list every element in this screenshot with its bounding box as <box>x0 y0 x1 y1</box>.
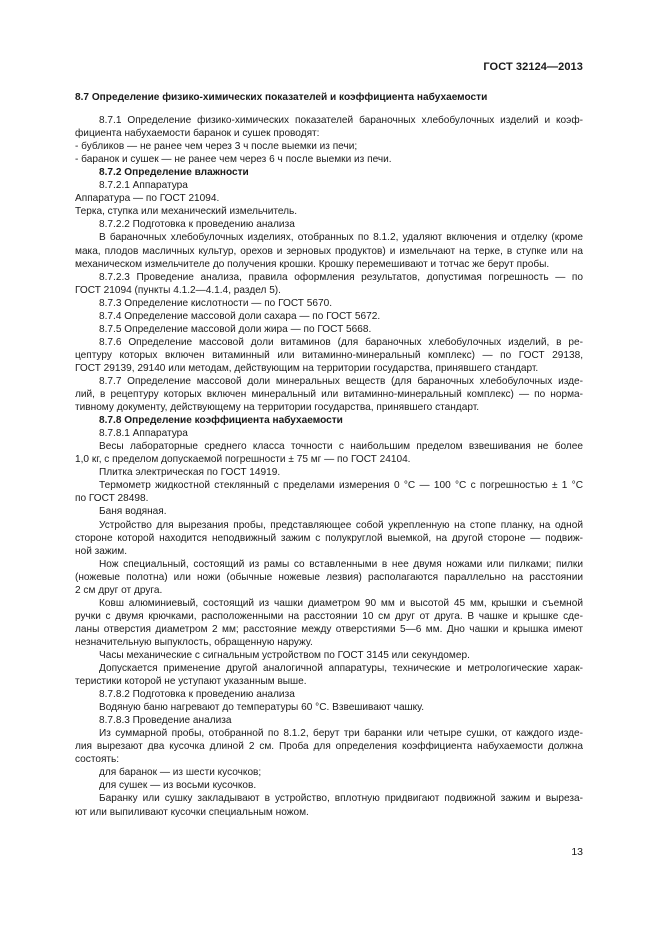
text-line: 8.7.7 Определение массовой доли минеральных веществ (для бараночных хлебобулочных изде- <box>99 375 583 387</box>
text-line: ют или выпиливают кусочки специальным ножом. <box>75 806 309 818</box>
text-line: лий, в рецептуру которых включен минеральный или витаминно-минеральный комплекс) — по норма- <box>75 389 583 401</box>
text-line: незначительную выпуклость, обращенную наружу. <box>75 636 313 648</box>
text-line: Нож специальный, состоящий из рамы со вставленными в нее двумя ножами или пилками; пилки <box>99 558 583 570</box>
text-line: Часы механические с сигнальным устройством по ГОСТ 3145 или секундомер. <box>99 649 470 661</box>
text-line: для сушек — из восьми кусочков. <box>99 780 257 792</box>
text-line: состоять: <box>75 754 120 766</box>
text-line: - бубликов — не ранее чем через 3 ч после выемки из печи; <box>75 141 358 153</box>
text-line: стороне которой находится неподвижный зажим с полукруглой выемкой, на другой стороне — подвиж- <box>75 532 583 544</box>
text-line: Из суммарной пробы, отобранной по 8.1.2, берут три баранки или четыре сушки, от каждого изде- <box>99 728 583 740</box>
text-line: 8.7.8.2 Подготовка к проведению анализа <box>99 689 295 701</box>
text-line: - баранок и сушек — не ранее чем через 6 ч после выемки из печи. <box>75 154 392 166</box>
text-line: Водяную баню нагревают до температуры 60 °С. Взвешивают чашку. <box>99 702 425 714</box>
text-line: Аппаратура — по ГОСТ 21094. <box>75 193 220 205</box>
text-line: мака, плодов масличных культур, орехов и зерновых продуктов) и измельчают на терке, в ступке или на <box>75 245 583 257</box>
text-line: ГОСТ 21094 (пункты 4.1.2—4.1.4, раздел 5). <box>75 284 281 296</box>
text-line: 1,0 кг, с пределом допускаемой погрешности ± 75 мг — по ГОСТ 24104. <box>75 454 411 466</box>
text-line: ной зажим. <box>75 545 128 557</box>
text-line: ГОСТ 29139, 29140 или методам, действующим на территории государства, принявшего стандарт. <box>75 362 539 374</box>
text-line: Устройство для вырезания пробы, представляющее собой укрепленную на стопе планку, на одной <box>99 519 583 531</box>
text-line: механическом измельчителе до получения крошки. Крошку перемешивают и тотчас же берут пробы. <box>75 258 550 270</box>
text-line: по ГОСТ 28498. <box>75 493 149 505</box>
text-line: (ножевые полотна) или ножи (обычные ножевые лезвия) располагаются параллельно на расстоянии <box>75 571 583 583</box>
text-line: 8.7.2.3 Проведение анализа, правила оформления результатов, допустимая погрешность — по <box>99 271 583 283</box>
text-line: фициента набухаемости баранок и сушек проводят: <box>75 128 320 140</box>
text-line: В бараночных хлебобулочных изделиях, отобранных по 8.1.2, удаляют включения и отделку (кроме <box>99 232 583 244</box>
document-body <box>75 91 583 819</box>
text-line: Баранку или сушку закладывают в устройство, вплотную придвигают подвижной зажим и выреза- <box>99 793 583 805</box>
text-line: 8.7.2.2 Подготовка к проведению анализа <box>99 219 295 231</box>
text-line: Плитка электрическая по ГОСТ 14919. <box>99 467 281 479</box>
text-line: 8.7.5 Определение массовой доли жира — по ГОСТ 5668. <box>99 323 372 335</box>
text-line: 8.7.8.3 Проведение анализа <box>99 715 232 727</box>
text-line: Баня водяная. <box>99 506 167 518</box>
text-line: 8.7.6 Определение массовой доли витаминов (для бараночных хлебобулочных изделий, в ре- <box>99 336 583 348</box>
page-number: 13 <box>571 846 583 858</box>
text-line: Ковш алюминиевый, состоящий из чашки диаметром 90 мм и высотой 45 мм, крышки и съемной <box>99 597 583 609</box>
section-heading: 8.7.8 Определение коэффициента набухаемости <box>99 415 343 427</box>
text-line: 8.7.3 Определение кислотности — по ГОСТ 5670. <box>99 297 333 309</box>
text-line: 8.7.4 Определение массовой доли сахара — по ГОСТ 5672. <box>99 310 381 322</box>
text-line: для баранок — из шести кусочков; <box>99 767 262 779</box>
section-heading: 8.7.2 Определение влажности <box>99 167 249 179</box>
text-line: теристики которой не уступают указанным выше. <box>75 676 307 688</box>
text-line: 8.7.8.1 Аппаратура <box>99 428 188 440</box>
text-line: Термометр жидкостной стеклянный с пределами измерения 0 °С — 100 °С с погрешностью ± 1 °С <box>99 480 583 492</box>
text-line: цептуру которых включен витаминный или витаминно-минеральный комплекс) — по ГОСТ 29138, <box>75 349 583 361</box>
text-line: ручки с двумя крючками, расположенными на расстоянии 10 см друг от друга. В чашке и крышке сде- <box>75 610 583 622</box>
text-line: Допускается применение другой аналогичной аппаратуры, технические и метрологические харак- <box>99 663 583 675</box>
text-line: ланы отверстия диаметром 2 мм; расстояние между отверстиями 5—6 мм. Дно чашки и крышка имеют <box>75 623 583 635</box>
standard-header: ГОСТ 32124—2013 <box>483 61 583 73</box>
text-line: 2 см друг от друга. <box>75 584 163 596</box>
section-heading: 8.7 Определение физико-химических показателей и коэффициента набухаемости <box>75 92 488 103</box>
spacer <box>75 104 583 114</box>
text-line: Терка, ступка или механический измельчитель. <box>75 206 298 218</box>
text-line: лия вырезают два кусочка длиной 2 см. Проба для определения коэффициента набухаемости должна <box>75 741 583 753</box>
text-line: 8.7.2.1 Аппаратура <box>99 180 188 192</box>
text-line: Весы лабораторные среднего класса точности с наибольшим пределом взвешивания не более <box>99 441 583 453</box>
text-line: тивному документу, действующему на территории государства, принявшего стандарт. <box>75 402 480 414</box>
text-line: 8.7.1 Определение физико-химических показателей бараночных хлебобулочных изделий и коэф- <box>99 115 583 127</box>
